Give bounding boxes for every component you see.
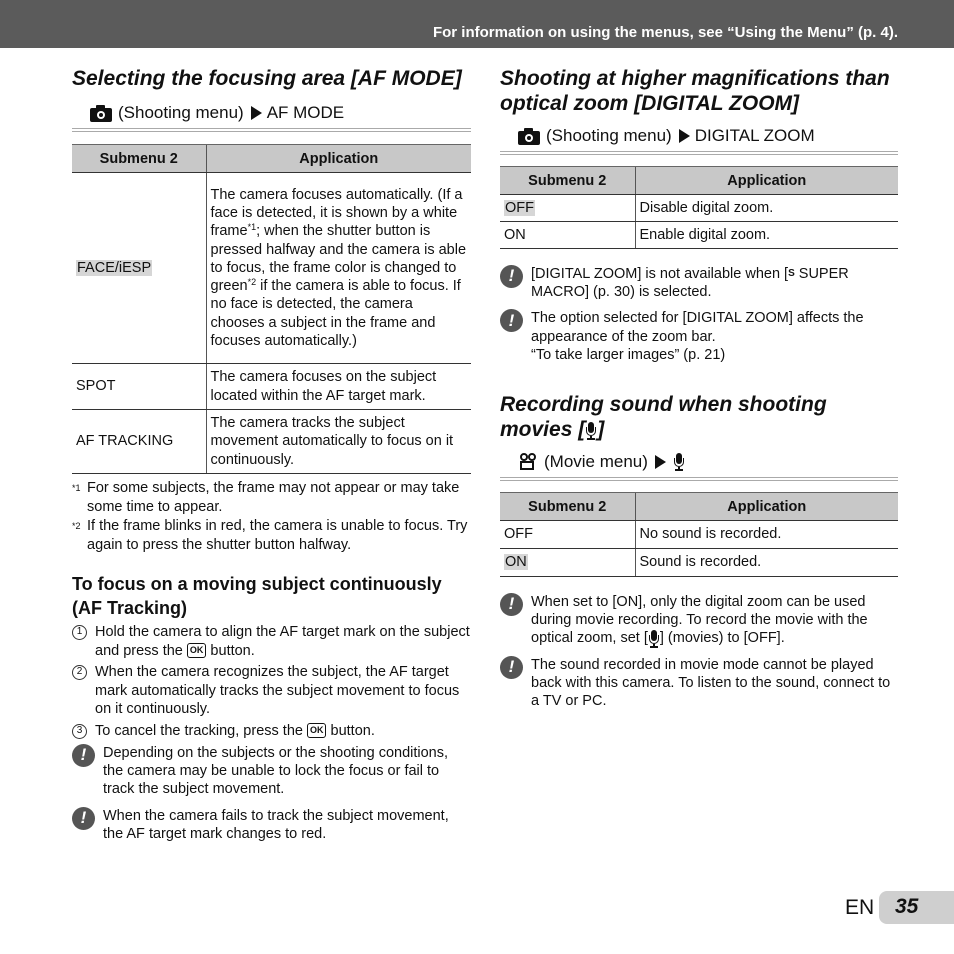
option-face-iesp: FACE/iESP <box>77 259 152 276</box>
table-header-application: Application <box>635 493 898 521</box>
caution-note <box>500 309 898 364</box>
sound-table <box>500 492 898 577</box>
caution-text: [DIGITAL ZOOM] is not available when [ <box>531 266 789 282</box>
footnote-ref: *1 <box>247 222 257 233</box>
left-column <box>72 66 471 843</box>
row-desc: The camera focuses automatically. (If a face is detected, it is shown by a white frame <box>210 187 463 240</box>
caution-note <box>500 656 898 711</box>
step-item <box>72 623 471 660</box>
arrow-right-icon <box>679 129 690 143</box>
header-info-text: For information on using the menus, see “Using the Menu” (p. 4). <box>432 24 898 41</box>
table-row <box>72 410 471 474</box>
sound-title-text: Recording sound when shooting movies [ <box>500 393 827 442</box>
footnote-mark: *2 <box>72 521 81 531</box>
table-header-submenu: Submenu 2 <box>500 167 635 195</box>
page-number-tab <box>879 891 954 924</box>
step-number: 2 <box>72 665 87 680</box>
microphone-icon <box>673 453 685 471</box>
caution-text: The option selected for [DIGITAL ZOOM] affects the appearance of the zoom bar. <box>531 310 864 345</box>
digital-zoom-title: Shooting at higher magnifications than optical zoom [DIGITAL ZOOM] <box>500 67 890 115</box>
step-text: button. <box>326 722 375 739</box>
table-header-submenu: Submenu 2 <box>72 145 206 173</box>
table-row <box>72 173 471 364</box>
af-mode-table <box>72 144 471 474</box>
microphone-icon <box>648 630 660 648</box>
caution-text: The sound recorded in movie mode cannot be played back with this camera. To listen to the sound, connect to a TV or PC. <box>531 656 891 710</box>
step-text: To cancel the tracking, press the <box>95 722 307 739</box>
caution-text: When the camera fails to track the subject movement, the AF target mark changes to red. <box>103 807 449 842</box>
row-desc: The camera focuses on the subject located within the AF target mark. <box>206 364 471 410</box>
caution-icon: ! <box>500 656 523 679</box>
camera-icon <box>90 105 112 122</box>
table-row <box>500 195 898 222</box>
ok-button-icon: OK <box>187 643 207 658</box>
caution-icon: ! <box>72 744 95 767</box>
row-desc: The camera tracks the subject movement automatically to focus on it continuously. <box>206 410 471 474</box>
option-off: OFF <box>505 199 534 216</box>
step-item <box>72 722 471 741</box>
page-reference: “To take larger images” (p. 21) <box>531 346 726 363</box>
step-number: 3 <box>72 724 87 739</box>
caution-text: Depending on the subjects or the shooting conditions, the camera may be unable to lock the focus or fail to track the subject movement. <box>103 745 449 798</box>
sound-menu-path <box>500 449 898 475</box>
step-text: button. <box>206 642 255 659</box>
header-bar <box>0 0 954 48</box>
option-af-tracking: AF TRACKING <box>72 410 206 474</box>
table-row <box>72 364 471 410</box>
caution-text: ] (movies) to [OFF]. <box>659 630 785 647</box>
right-column <box>500 66 898 710</box>
af-tracking-title: To focus on a moving subject continuously (AF Tracking) <box>72 574 442 618</box>
menu-rule <box>72 128 471 132</box>
footnote-mark: *1 <box>72 483 81 493</box>
caution-note <box>500 593 898 648</box>
row-desc: No sound is recorded. <box>635 521 898 549</box>
menu-label: (Shooting menu) <box>118 103 244 122</box>
menu-rule <box>500 477 898 481</box>
menu-label: (Shooting menu) <box>546 126 672 145</box>
table-header-application: Application <box>206 145 471 173</box>
camera-icon <box>518 128 540 145</box>
caution-note <box>72 744 471 799</box>
movie-camera-icon <box>518 453 538 471</box>
caution-text: When set to [ON], only the digital zoom can be used during movie recording. To record the movie with the optical zoom, set [ <box>531 594 868 647</box>
table-row <box>500 549 898 577</box>
option-on: ON <box>505 554 527 571</box>
ok-button-icon: OK <box>307 723 327 738</box>
step-item <box>72 663 471 719</box>
table-row <box>500 222 898 249</box>
digital-zoom-table <box>500 166 898 249</box>
option-off: OFF <box>500 521 635 549</box>
option-spot: SPOT <box>72 364 206 410</box>
caution-icon: ! <box>500 593 523 616</box>
table-row <box>500 521 898 549</box>
menu-rule <box>500 151 898 155</box>
footnote <box>72 479 471 517</box>
caution-icon: ! <box>72 807 95 830</box>
footnote <box>72 517 471 555</box>
footnotes <box>72 479 471 555</box>
row-desc: ; when the shutter button is pressed halfway and the camera is able to focus, the frame color is changed to green <box>210 223 467 295</box>
row-desc: Sound is recorded. <box>635 549 898 577</box>
arrow-right-icon <box>251 106 262 120</box>
step-text: When the camera recognizes the subject, the AF target mark automatically tracks the subject movement to focus on it continuously. <box>95 664 460 717</box>
row-desc: Enable digital zoom. <box>635 222 898 249</box>
option-on: ON <box>500 222 635 249</box>
table-header-application: Application <box>635 167 898 195</box>
row-desc: if the camera is able to focus. If no face is detected, the camera chooses a subject in the frame and focuses automatically.) <box>210 278 461 349</box>
af-mode-title: Selecting the focusing area [AF MODE] <box>72 67 462 90</box>
menu-label: (Movie menu) <box>544 452 648 472</box>
language-label: EN <box>845 896 875 919</box>
caution-text: SUPER MACRO] (p. 30) is selected. <box>531 266 849 301</box>
table-header-submenu: Submenu 2 <box>500 493 635 521</box>
caution-icon: ! <box>500 265 523 288</box>
caution-note <box>500 265 898 301</box>
caution-note <box>72 807 471 843</box>
arrow-right-icon <box>655 455 666 469</box>
menu-target: DIGITAL ZOOM <box>694 126 815 145</box>
footnote-text: For some subjects, the frame may not appear or may take some time to appear. <box>87 480 460 515</box>
row-desc: Disable digital zoom. <box>635 195 898 222</box>
super-macro-icon: S <box>788 268 795 280</box>
microphone-icon <box>585 422 597 440</box>
step-number: 1 <box>72 625 87 640</box>
digital-zoom-menu-path <box>500 123 898 149</box>
steps-list <box>72 623 471 740</box>
caution-icon: ! <box>500 309 523 332</box>
sound-title-text: ] <box>597 418 605 442</box>
sound-title <box>500 392 898 442</box>
step-text: Hold the camera to align the AF target mark on the subject and press the <box>95 624 470 659</box>
footnote-text: If the frame blinks in red, the camera is unable to focus. Try again to press the shutter button halfway. <box>87 518 468 553</box>
page-number: 35 <box>895 895 919 918</box>
footnote-ref: *2 <box>247 277 257 288</box>
af-mode-menu-path <box>72 100 471 126</box>
menu-target: AF MODE <box>266 103 345 122</box>
